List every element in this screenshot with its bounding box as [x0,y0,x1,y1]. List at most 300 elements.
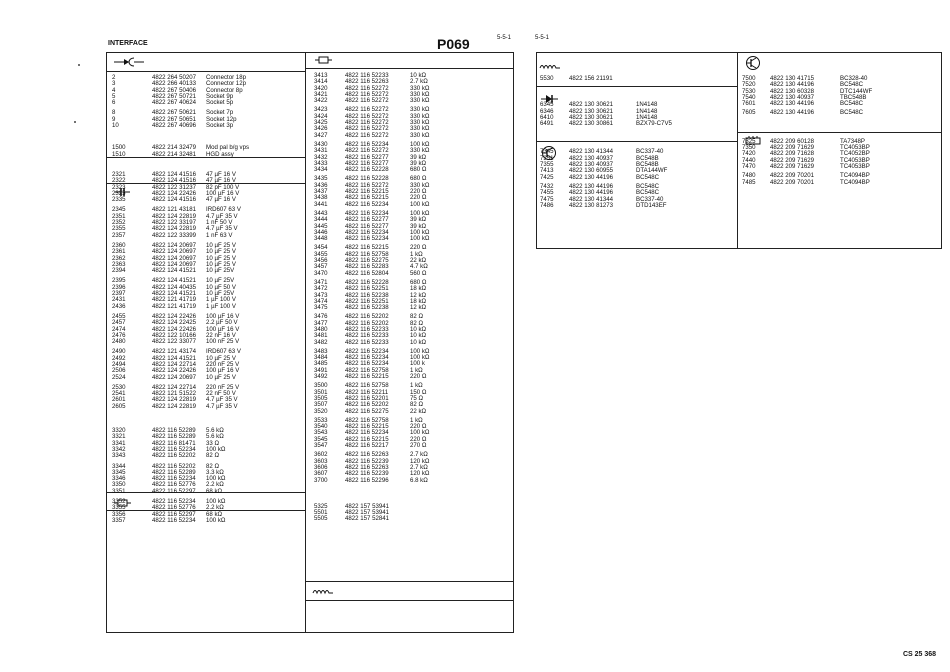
cell-position: 7413 [540,167,554,175]
cell-part-number: 4822 116 52272 [345,106,389,114]
cell-position: 3507 [314,401,328,409]
cell-part-number: 4822 130 40937 [569,154,614,162]
cell-description: Socket 3p [206,122,234,130]
cell-position: 3413 [314,72,328,79]
cell-description: 39 kΩ [410,222,427,230]
cell-part-number: 4822 116 52272 [345,181,389,189]
cell-part-number: 4822 116 52263 [345,451,389,459]
cell-position: 7420 [742,150,756,158]
cell-position: 10 [112,122,119,130]
cell-part-number: 4822 116 52238 [345,291,389,299]
cell-description: 270 Ω [410,442,427,450]
cell-description: 120 kΩ [410,470,430,478]
cell-position: 3547 [314,442,328,450]
cell-part-number: 4822 130 41715 [770,75,815,82]
cell-position: 2395 [112,277,126,285]
cell-position: 7432 [540,182,554,190]
cell-part-number: 4822 116 52776 [152,481,196,489]
cell-part-number: 4822 116 52239 [345,470,389,478]
cell-part-number: 4822 121 43174 [152,348,197,356]
cell-part-number: 4822 124 41521 [152,277,197,285]
group-gap [540,127,735,149]
cell-description: Socket 12p [206,115,237,123]
cell-part-number: 4822 116 52234 [152,498,196,506]
cell-description: 150 Ω [410,388,427,396]
cell-description: 220 Ω [410,435,427,443]
cell-part-number: 4822 124 22714 [152,360,197,368]
cell-description: 1 kΩ [410,250,423,258]
cell-description: TC4053BP [840,156,870,164]
cell-part-number: 4822 116 52239 [345,457,389,465]
list-item [112,518,302,524]
cell-part-number: 4822 116 52758 [345,416,389,424]
list-item [112,304,302,310]
cell-description: 4.7 µF 35 V [206,225,238,233]
cell-position: 7470 [742,162,756,170]
cell-description: 10 µF 25V [206,267,235,275]
cell-position: 3321 [112,433,126,441]
cell-position: 3501 [314,388,328,396]
cell-description: 4.7 kΩ [410,263,428,271]
cell-position: 3500 [314,382,328,390]
cell-position: 3427 [314,131,328,139]
cell-position: 6 [112,99,116,107]
cell-description: 68 kΩ [206,487,223,495]
cell-part-number: 4822 116 52228 [345,175,389,183]
footer-code: CS 25 368 [903,651,937,658]
cell-part-number: 4822 156 21191 [569,75,613,82]
cell-part-number: 4822 122 33197 [152,219,197,227]
cell-position: 3320 [112,427,126,435]
cell-description: 1 µF 100 V [206,296,236,304]
cell-part-number: 4822 209 71629 [770,162,815,170]
cell-position: 2323 [112,183,126,191]
cell-position: 3477 [314,319,328,327]
cell-description: 100 µF 16 V [206,189,240,197]
cell-position: 3341 [112,439,126,447]
group-gap [112,410,302,428]
cell-description: BC548C [636,182,660,190]
cell-part-number: 4822 124 22425 [152,319,197,327]
parts-list-column-2 [314,73,510,523]
cell-description: 100 µF 16 V [206,312,240,320]
cell-part-number: 4822 116 52263 [345,78,389,86]
cell-part-number: 4822 116 52277 [345,159,389,167]
cell-description: 18 kΩ [410,297,427,305]
cell-position: 5530 [540,75,554,82]
cell-position: 9 [112,115,116,123]
cell-part-number: 4822 116 52228 [345,166,389,174]
cell-description: 100 kΩ [410,228,430,236]
cell-description: 82 Ω [206,452,220,460]
cell-description: Connector 12p [206,80,246,88]
cell-description: 100 nF 25 V [206,338,240,346]
cell-description: Socket 5p [206,99,234,107]
cell-part-number: 4822 116 52233 [345,72,389,79]
cell-description: BC548B [636,161,659,169]
cell-part-number: 4822 116 52289 [152,468,196,476]
cell-position: 3434 [314,166,328,174]
cell-position: 7350 [742,144,756,152]
cell-description: 22 kΩ [410,257,427,265]
scan-mark [74,121,76,123]
cell-part-number: 4822 116 52201 [345,394,389,402]
cell-part-number: 4822 116 52234 [345,354,389,362]
cell-position: 3602 [314,451,328,459]
cell-position: 5505 [314,515,328,523]
cell-position: 3436 [314,181,328,189]
cell-part-number: 4822 116 52272 [345,84,389,92]
list-item [314,167,510,173]
cell-description: 100 kΩ [206,498,226,506]
cell-description: 39 kΩ [410,216,427,224]
cell-position: 2601 [112,396,126,404]
cell-part-number: 4822 116 52234 [152,445,196,453]
cell-position: 2605 [112,402,126,410]
cell-description: 10 µF 25 V [206,254,236,262]
list-item [314,443,510,449]
list-item [540,175,735,181]
cell-description: 10 µF 25 V [206,354,236,362]
cell-part-number: 4822 116 52272 [345,97,389,105]
rule [305,600,513,601]
cell-description: DTC144WF [840,87,873,95]
cell-description: 680 Ω [410,175,427,183]
right-bottom-rule [536,248,942,249]
cell-position: 3472 [314,285,328,293]
right-column-divider [737,52,738,248]
cell-part-number: 4822 130 40937 [569,161,614,169]
list-item [112,404,302,410]
cell-description: TC4053BP [840,162,870,170]
cell-description: 220 nF 25 V [206,360,240,368]
cell-description: 10 kΩ [410,72,427,79]
cell-part-number: 4822 116 52215 [345,373,389,381]
cell-position: 2431 [112,296,126,304]
cell-position: 3345 [112,468,126,476]
cell-part-number: 4822 264 50207 [152,74,197,81]
cell-part-number: 4822 130 30861 [569,120,614,128]
cell-description: 4.7 µF 35 V [206,402,238,410]
cell-description: 100 k [410,360,425,368]
cell-position: 3435 [314,175,328,183]
cell-part-number: 4822 116 52758 [345,366,389,374]
cell-description: Socket 9p [206,92,234,100]
cell-description: 6.8 kΩ [410,476,428,484]
cell-part-number: 4822 124 22819 [152,396,197,404]
cell-position: 3505 [314,394,328,402]
cell-part-number: 4822 116 52228 [345,278,389,286]
cell-description: 2.2 kΩ [206,481,224,489]
right-frame-right [941,52,942,248]
cell-description: 100 µF 16 V [206,325,240,333]
cell-part-number: 4822 116 52776 [152,504,196,512]
cell-part-number: 4822 130 30621 [569,101,614,109]
list-item [112,453,302,459]
cell-part-number: 4822 116 52251 [345,297,389,305]
cell-part-number: 4822 116 52272 [345,125,389,133]
cell-part-number: 4822 121 41719 [152,296,197,304]
cell-description: IRD607 63 V [206,206,241,214]
cell-position: 3414 [314,78,328,86]
cell-position: 7440 [742,156,756,164]
list-item [112,123,302,129]
cell-position: 2490 [112,348,126,356]
cell-part-number: 4822 157 53941 [345,502,390,510]
cell-part-number: 4822 124 41516 [152,177,197,185]
cell-part-number: 4822 124 22426 [152,325,197,333]
cell-position: 3520 [314,407,328,415]
cell-part-number: 4822 267 50721 [152,92,197,100]
cell-part-number: 4822 116 52234 [345,235,389,243]
cell-part-number: 4822 116 52234 [345,429,389,437]
cell-part-number: 4822 214 32479 [152,144,197,152]
cell-description: 330 kΩ [410,181,430,189]
cell-position: 3446 [314,228,328,236]
cell-part-number: 4822 116 52272 [345,112,389,120]
cell-position: 2322 [112,177,126,185]
cell-position: 7480 [742,172,756,180]
cell-position: 7345 [540,148,554,156]
cell-position: 5 [112,92,116,100]
cell-position: 3433 [314,159,328,167]
cell-part-number: 4822 116 52202 [345,319,389,327]
list-item [314,340,510,346]
right-top-rule [536,52,942,53]
cell-position: 3441 [314,200,328,208]
cell-description: 100 kΩ [410,354,430,362]
cell-description: 1 nF 50 V [206,219,233,227]
cell-description: 220 Ω [410,423,427,431]
page-ref-left: 5-5-1 [497,35,512,41]
cell-description: BC337-40 [636,195,664,203]
cell-part-number: 4822 116 52297 [152,487,196,495]
cell-position: 3483 [314,347,328,355]
cell-description: 100 kΩ [206,516,226,524]
cell-position: 3445 [314,222,328,230]
cell-position: 3457 [314,263,328,271]
cell-position: 7605 [742,109,756,117]
cell-position: 3473 [314,291,328,299]
cell-part-number: 4822 116 52251 [345,285,389,293]
cell-description: TA7348P [840,137,865,145]
cell-part-number: 4822 116 52283 [345,263,389,271]
cell-description: 82 Ω [410,401,424,409]
cell-description: 12 kΩ [410,291,427,299]
cell-part-number: 4822 116 52211 [345,388,389,396]
list-item [314,305,510,311]
cell-part-number: 4822 116 52215 [345,194,389,202]
cell-position: 1510 [112,150,126,158]
resistor-icon [315,55,333,65]
cell-position: 3606 [314,463,328,471]
cell-description: TC4052BP [840,150,870,158]
cell-part-number: 4822 130 60955 [569,167,614,175]
cell-description: 75 Ω [410,394,424,402]
cell-description: 2.7 kΩ [410,463,428,471]
cell-part-number: 4822 130 60328 [770,87,815,95]
cell-description: 5.6 kΩ [206,427,224,435]
group-gap [112,129,302,145]
cell-description: 33 Ω [206,439,220,447]
cell-position: 3443 [314,209,328,217]
cell-position: 3607 [314,470,328,478]
cell-part-number: 4822 116 52202 [345,313,389,321]
cell-part-number: 4822 116 52289 [152,433,196,441]
cell-part-number: 4822 116 52277 [345,153,389,161]
list-item [112,375,302,381]
cell-part-number: 4822 121 41719 [152,302,197,310]
cell-position: 1500 [112,144,126,152]
cell-description: 47 µF 16 V [206,196,236,204]
cell-position: 6346 [540,107,554,115]
cell-position: 3 [112,80,116,88]
cell-position: 3420 [314,84,328,92]
cell-position: 3431 [314,147,328,155]
cell-position: 2524 [112,373,126,381]
list-item [540,76,735,82]
list-item [314,236,510,242]
cell-position: 3700 [314,476,328,484]
cell-part-number: 4822 130 44196 [770,81,815,89]
cell-position: 3476 [314,313,328,321]
cell-position: 7520 [742,81,756,89]
cell-description: 1N4148 [636,107,658,115]
cell-description: 10 kΩ [410,332,427,340]
cell-description: BC548C [840,81,864,89]
cell-part-number: 4822 130 44196 [569,173,614,181]
cell-position: 2351 [112,212,126,220]
cell-position: 7500 [742,75,756,82]
cell-description: TC4094BP [840,178,870,186]
cell-position: 3355 [112,504,126,512]
cell-position: 3438 [314,194,328,202]
cell-part-number: 4822 116 52758 [345,382,389,390]
group-gap [112,158,302,172]
cell-position: 7601 [742,100,756,108]
cell-position: 2360 [112,241,126,249]
list-item [314,409,510,415]
cell-description: 100 kΩ [410,235,430,243]
cell-description: 220 Ω [410,194,427,202]
cell-position: 8 [112,109,116,117]
cell-description: 560 Ω [410,269,427,277]
cell-position: 2492 [112,354,126,362]
cell-part-number: 4822 116 52202 [345,401,389,409]
list-item [112,268,302,274]
transistor-icon [745,55,761,71]
cell-description: 5.6 kΩ [206,433,224,441]
cell-part-number: 4822 209 71629 [770,144,815,152]
cell-part-number: 4822 116 52758 [345,250,389,258]
cell-position: 6345 [540,101,554,109]
cell-part-number: 4822 130 44196 [770,109,815,117]
list-item [112,197,302,203]
cell-description: 10 µF 25V [206,290,235,298]
cell-part-number: 4822 124 41521 [152,354,197,362]
cell-part-number: 4822 116 52272 [345,90,389,98]
cell-description: BC548C [840,100,864,108]
cell-part-number: 4822 130 44196 [770,100,815,108]
cell-position: 7325 [742,137,756,145]
cell-part-number: 4822 130 41344 [569,195,614,203]
cell-description: 10 µF 25 V [206,260,236,268]
cell-position: 2325 [112,189,126,197]
cell-position: 3356 [112,510,126,518]
cell-description: 330 kΩ [410,90,430,98]
cell-part-number: 4822 116 52215 [345,435,389,443]
cell-part-number: 4822 124 22819 [152,212,197,220]
cell-description: 100 kΩ [206,475,226,483]
cell-part-number: 4822 116 52804 [345,269,389,277]
cell-description: 10 µF 25 V [206,241,236,249]
cell-part-number: 4822 122 31237 [152,183,197,191]
cell-description: 4.7 µF 35 V [206,212,238,220]
cell-position: 2357 [112,231,126,239]
cell-position: 3455 [314,250,328,258]
cell-description: 47 µF 16 V [206,177,236,185]
cell-part-number: 4822 209 71628 [770,150,815,158]
cell-position: 3543 [314,429,328,437]
cell-position: 3444 [314,216,328,224]
cell-position: 4 [112,86,116,94]
cell-description: 39 kΩ [410,159,427,167]
cell-description: 330 kΩ [410,125,430,133]
section-title: INTERFACE [108,40,148,47]
cell-position: 6491 [540,120,554,128]
cell-description: BC328-40 [840,75,868,82]
cell-part-number: 4822 116 52275 [345,257,389,265]
cell-part-number: 4822 116 52202 [152,462,196,470]
cell-part-number: 4822 116 52238 [345,304,389,312]
cell-position: 3491 [314,366,328,374]
parts-list-column-3 [540,76,735,209]
cell-description: 100 kΩ [410,209,430,217]
cell-description: BC548C [636,189,660,197]
cell-position: 3425 [314,119,328,127]
cell-position: 3352 [112,498,126,506]
cell-description: 82 Ω [410,313,424,321]
cell-position: 2397 [112,290,126,298]
cell-part-number: 4822 267 50406 [152,86,197,94]
cell-position: 3344 [112,462,126,470]
cell-position: 2396 [112,283,126,291]
left-bottom-rule [106,632,514,633]
cell-position: 3423 [314,106,328,114]
cell-part-number: 4822 116 52272 [345,119,389,127]
cell-position: 2541 [112,390,126,398]
cell-part-number: 4822 130 30621 [569,113,614,121]
cell-description: IRD607 63 V [206,348,241,356]
cell-description: 100 µF 16 V [206,367,240,375]
cell-position: 3454 [314,244,328,252]
cell-description: 1N4148 [636,113,658,121]
cell-description: DTA144WF [636,167,668,175]
cell-position: 2361 [112,248,126,256]
cell-position: 2394 [112,267,126,275]
cell-description: 82 Ω [206,462,220,470]
cell-description: BC548C [636,173,660,181]
cell-description: 2.7 kΩ [410,78,428,86]
cell-description: 18 kΩ [410,285,427,293]
cell-description: 220 nF 25 V [206,383,240,391]
cell-description: 1N4148 [636,101,658,109]
cell-description: Connector 8p [206,86,243,94]
cell-description: 82 pF 100 V [206,183,240,191]
cell-description: 330 kΩ [410,131,430,139]
cell-part-number: 4822 124 22819 [152,402,197,410]
cell-position: 7530 [742,87,756,95]
